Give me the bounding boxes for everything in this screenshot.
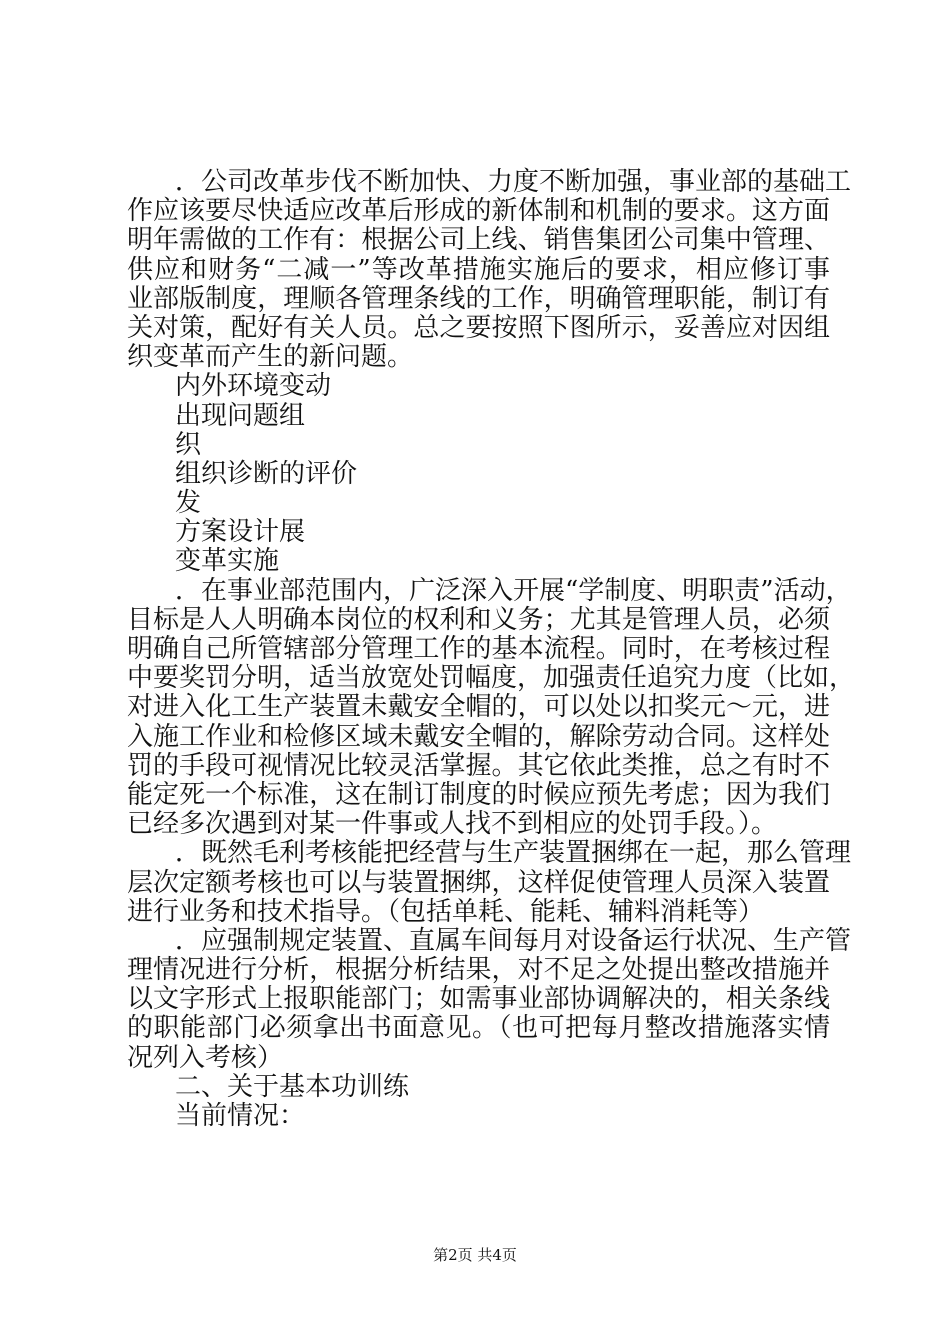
page-number-footer: 第2页 共4页	[433, 1246, 517, 1264]
text-line: 织	[175, 429, 202, 460]
text-line: 以文字形式上报职能部门；如需事业部协调解决的，相关条线	[127, 984, 830, 1015]
text-line: 对进入化工生产装置未戴安全帽的，可以处以扣奖元～元，进	[127, 692, 830, 723]
text-line: 供应和财务“二减一”等改革措施实施后的要求，相应修订事	[127, 254, 830, 285]
text-line: 织变革而产生的新问题。	[127, 342, 414, 373]
text-line: 的职能部门必须拿出书面意见。（也可把每月整改措施落实情	[127, 1013, 830, 1044]
text-line: 目标是人人明确本岗位的权利和义务；尤其是管理人员，必须	[127, 604, 830, 635]
text-line: 关对策，配好有关人员。总之要按照下图所示，妥善应对因组	[127, 312, 830, 343]
text-line: 变革实施	[175, 546, 280, 577]
text-line: 罚的手段可视情况比较灵活掌握。其它依此类推，总之有时不	[127, 750, 830, 781]
text-line: 况列入考核）	[127, 1042, 284, 1073]
text-line: 进行业务和技术指导。（包括单耗、能耗、辅料消耗等）	[127, 896, 765, 927]
text-line: 已经多次遇到对某一件事或人找不到相应的处罚手段。）。	[127, 809, 778, 840]
text-line: 业部版制度，理顺各管理条线的工作，明确管理职能，制订有	[127, 283, 830, 314]
text-line: 作应该要尽快适应改革后形成的新体制和机制的要求。这方面	[127, 196, 830, 227]
text-line: ．公司改革步伐不断加快、力度不断加强，事业部的基础工	[175, 167, 852, 197]
text-line: 明确自己所管辖部分管理工作的基本流程。同时，在考核过程	[127, 634, 830, 664]
text-line: 方案设计展	[175, 517, 306, 548]
text-line: 中要奖罚分明，适当放宽处罚幅度，加强责任追究力度（比如，	[127, 663, 856, 694]
text-line: 理情况进行分析，根据分析结果，对不足之处提出整改措施并	[127, 955, 830, 986]
text-line: 明年需做的工作有：根据公司上线、销售集团公司集中管理、	[127, 225, 830, 256]
text-line: 发	[175, 488, 202, 519]
text-line: ．应强制规定装置、直属车间每月对设备运行状况、生产管	[175, 925, 852, 956]
text-line: 当前情况：	[175, 1101, 306, 1131]
text-line: 出现问题组	[175, 400, 306, 431]
document-body	[127, 167, 856, 1131]
text-line: 组织诊断的评价	[175, 458, 358, 489]
text-line: 层次定额考核也可以与装置捆绑，这样促使管理人员深入装置	[127, 867, 830, 898]
text-line: 入施工作业和检修区域未戴安全帽的，解除劳动合同。这样处	[127, 721, 830, 752]
section-heading: 二、关于基本功训练	[175, 1071, 410, 1102]
text-line: ．既然毛利考核能把经营与生产装置捆绑在一起，那么管理	[175, 838, 852, 869]
text-line: ．在事业部范围内，广泛深入开展“学制度、明职责”活动，	[175, 575, 852, 606]
text-line: 能定死一个标准，这在制订制度的时候应预先考虑；因为我们	[127, 779, 830, 810]
text-line: 内外环境变动	[175, 371, 332, 402]
